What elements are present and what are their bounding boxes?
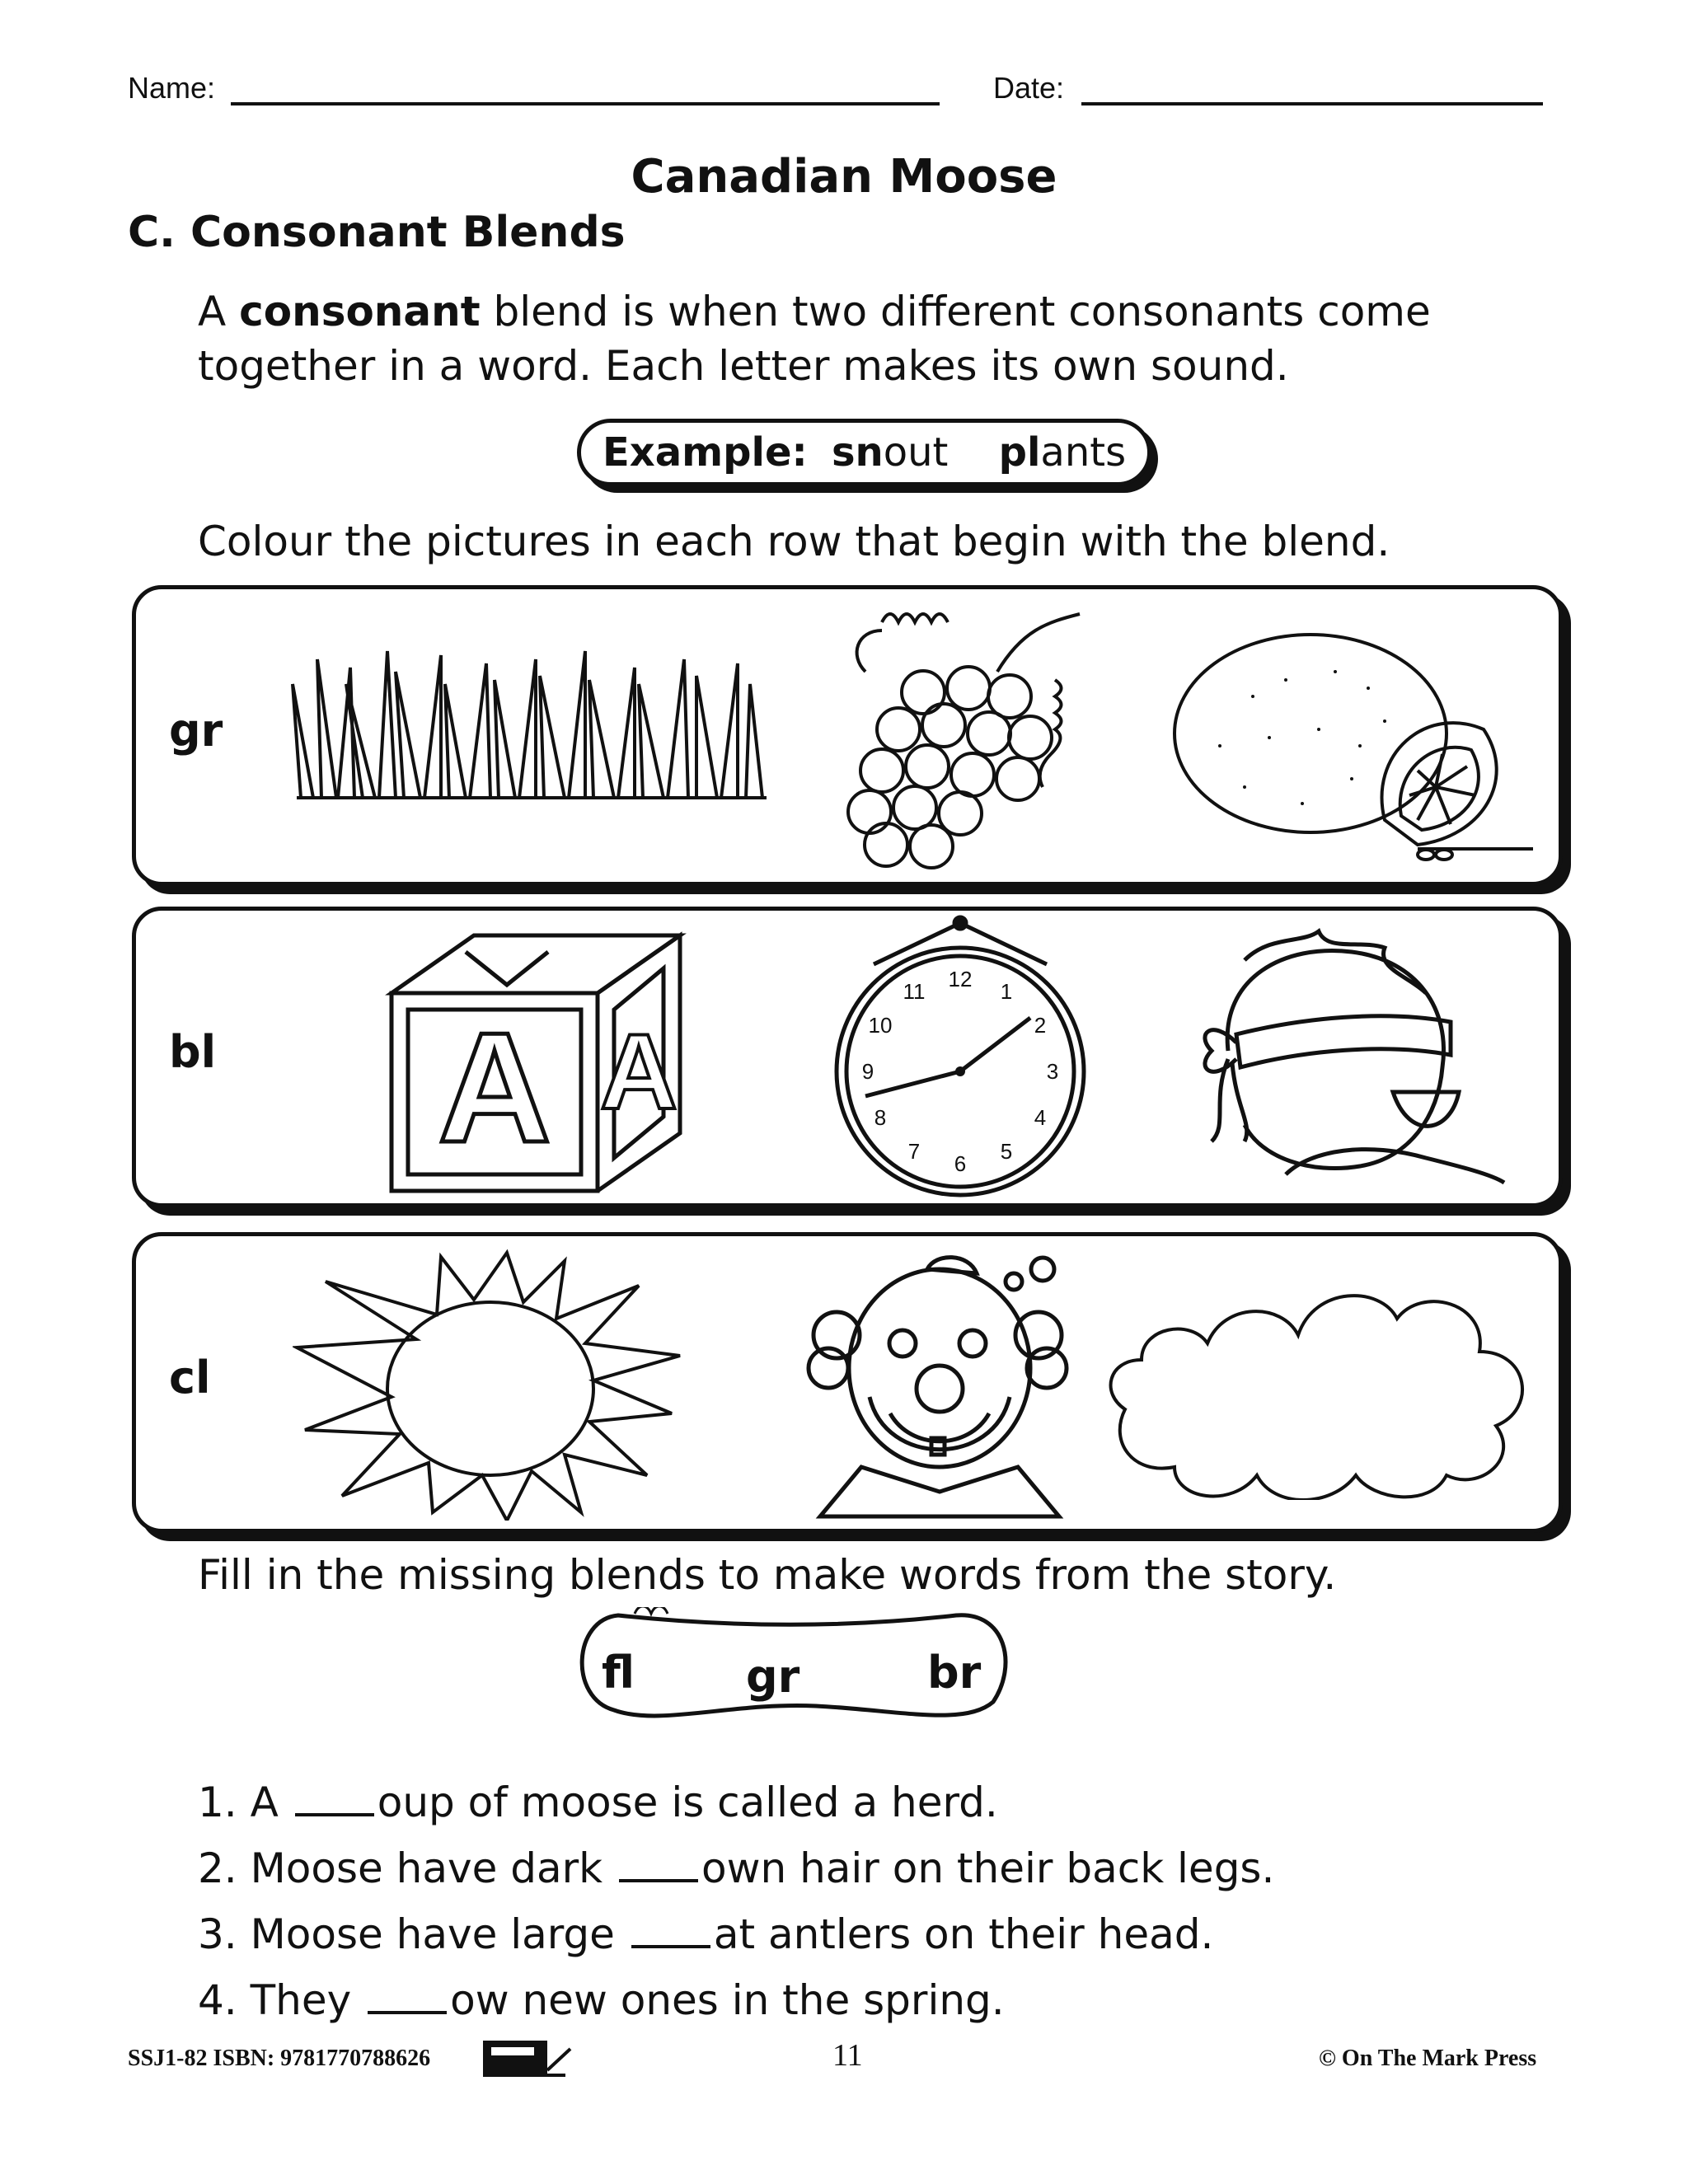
clock-number: 10 [868, 1013, 893, 1038]
definition-line2: together in a word. Each letter makes its own sound. [198, 342, 1289, 390]
row-blend-label: cl [169, 1352, 211, 1404]
row-blend-label: gr [169, 705, 223, 757]
example-word1-rest: out [883, 429, 949, 476]
clock-number: 3 [1046, 1059, 1059, 1084]
clown-picture[interactable] [804, 1244, 1092, 1525]
page-title: Canadian Moose [631, 150, 1057, 204]
publisher-logo-icon [480, 2037, 579, 2079]
blank-field[interactable] [368, 2011, 447, 2014]
blend-row-cl [132, 1232, 1563, 1533]
definition-rest: blend is when two different consonants come [480, 288, 1431, 335]
example-word1-blend: sn [831, 429, 884, 476]
blindfolded-child-picture[interactable] [1179, 927, 1508, 1191]
lemon-picture[interactable] [1170, 630, 1541, 861]
clock-number: 4 [1034, 1105, 1047, 1130]
instruction-colour: Colour the pictures in each row that begin with the blend. [198, 518, 1390, 565]
definition-bold: consonant [239, 288, 481, 335]
footer-code: SSJ1-82 ISBN: 9781770788626 [128, 2046, 431, 2071]
blank-field[interactable] [295, 1813, 374, 1816]
clock-picture[interactable] [824, 915, 1096, 1199]
word-bank-br: br [927, 1647, 982, 1699]
clock-number: 2 [1034, 1013, 1047, 1038]
sentence-before: Moose have large [250, 1910, 628, 1958]
clock-number: 5 [1000, 1138, 1013, 1164]
grapes-picture[interactable] [832, 598, 1113, 878]
section-heading: C. Consonant Blends [128, 208, 626, 257]
blank-field[interactable] [631, 1945, 710, 1948]
example-label: Example: [603, 429, 808, 476]
sentence-3 [198, 1910, 1213, 1958]
sentence-2 [198, 1844, 1274, 1892]
clock-number: 1 [1000, 979, 1013, 1005]
blend-row-bl [132, 907, 1563, 1207]
clock-number: 6 [954, 1151, 967, 1176]
sentence-after: ow new ones in the spring. [450, 1976, 1005, 2024]
sentence-after: oup of moose is called a herd. [377, 1779, 998, 1826]
clock-number: 11 [903, 979, 926, 1005]
clock-number: 7 [907, 1138, 921, 1164]
definition-prefix: A [198, 288, 240, 335]
sentence-before: A [250, 1779, 292, 1826]
clock-number: 12 [948, 967, 973, 991]
blend-row-gr [132, 585, 1563, 886]
name-field[interactable] [231, 102, 940, 105]
sentence-number: 3. [198, 1910, 237, 1958]
name-label: Name: [128, 71, 216, 105]
page-number: 11 [832, 2038, 863, 2073]
sentence-number: 1. [198, 1779, 237, 1826]
instruction-fill: Fill in the missing blends to make words from the story. [198, 1551, 1337, 1599]
grass-picture[interactable] [288, 635, 775, 808]
sentence-number: 4. [198, 1976, 237, 2024]
sentence-before: They [250, 1976, 365, 2024]
sentence-1 [198, 1779, 998, 1826]
example-word2-rest: ants [1040, 429, 1127, 476]
block-picture[interactable] [375, 927, 688, 1199]
date-label: Date: [993, 71, 1065, 105]
example-box [577, 419, 1151, 486]
footer-publisher: © On The Mark Press [1319, 2046, 1537, 2071]
blank-field[interactable] [619, 1879, 698, 1882]
sentence-number: 2. [198, 1844, 237, 1892]
word-bank-gr: gr [746, 1651, 800, 1703]
block-letter-side: A [600, 1011, 678, 1132]
date-field[interactable] [1081, 102, 1543, 105]
cloud-picture[interactable] [1100, 1269, 1545, 1500]
sentence-4 [198, 1976, 1005, 2024]
sentence-after: own hair on their back legs. [701, 1844, 1275, 1892]
sun-picture[interactable] [293, 1249, 688, 1521]
word-bank-fl: fl [602, 1647, 635, 1699]
sentence-before: Moose have dark [250, 1844, 617, 1892]
clock-number: 9 [861, 1059, 874, 1084]
clock-number: 8 [874, 1105, 887, 1130]
block-letter-front: A [438, 1001, 551, 1175]
definition-text [198, 284, 1431, 393]
row-blend-label: bl [169, 1026, 217, 1078]
sentence-after: at antlers on their head. [713, 1910, 1214, 1958]
example-word2-blend: pl [998, 429, 1041, 476]
